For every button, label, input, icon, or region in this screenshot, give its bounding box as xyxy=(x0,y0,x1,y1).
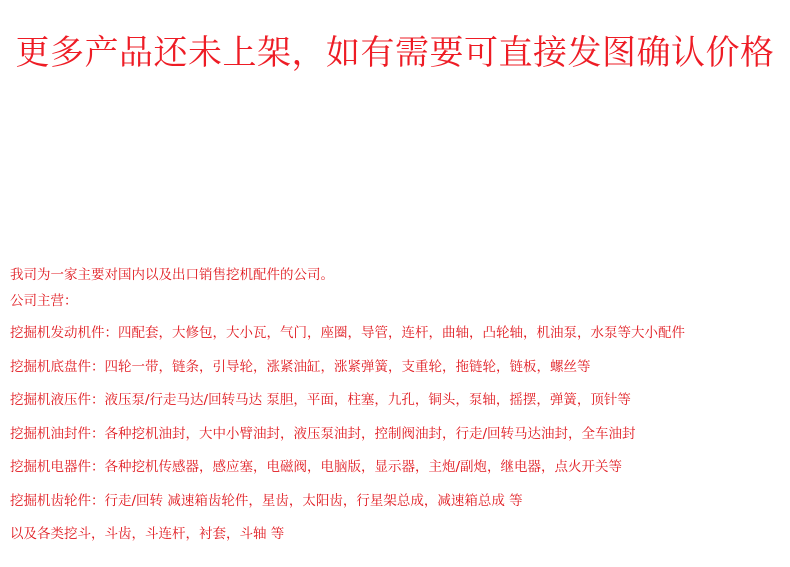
product-line-undercarriage: 挖掘机底盘件：四轮一带，链条，引导轮，涨紧油缸，涨紧弹簧，支重轮，拖链轮，链板，螺丝等 xyxy=(10,358,591,375)
product-line-gear: 挖掘机齿轮件：行走/回转 减速箱齿轮件，星齿，太阳齿，行星架总成，减速箱总成 等 xyxy=(10,492,523,509)
product-line-electrical: 挖掘机电器件：各种挖机传感器，感应塞，电磁阀，电脑版，显示器，主炮/副炮，继电器，点火开关等 xyxy=(10,459,623,475)
product-line-engine: 挖掘机发动机件：四配套，大修包，大小瓦，气门，座圈，导管，连杆，曲轴，凸轮轴，机油泵，水泵等大小配件 xyxy=(10,325,685,341)
business-heading: 公司主营： xyxy=(10,293,78,309)
company-description xyxy=(10,262,785,552)
product-line-hydraulic: 挖掘机液压件：液压泵/行走马达/回转马达 泵胆，平面，柱塞，九孔，铜头，泵轴，摇摆，弹簧，顶针等 xyxy=(10,392,631,408)
intro-text: 我司为一家主要对国内以及出口销售挖机配件的公司。 xyxy=(10,267,334,283)
headline: 更多产品还未上架，如有需要可直接发图确认价格 xyxy=(15,33,775,73)
product-line-oil-seal: 挖掘机油封件：各种挖机油封，大中小臂油封，液压泵油封，控制阀油封，行走/回转马达油封，全车油封 xyxy=(10,425,636,442)
product-line-bucket: 以及各类挖斗，斗齿，斗连杆，衬套，斗轴 等 xyxy=(10,526,285,542)
